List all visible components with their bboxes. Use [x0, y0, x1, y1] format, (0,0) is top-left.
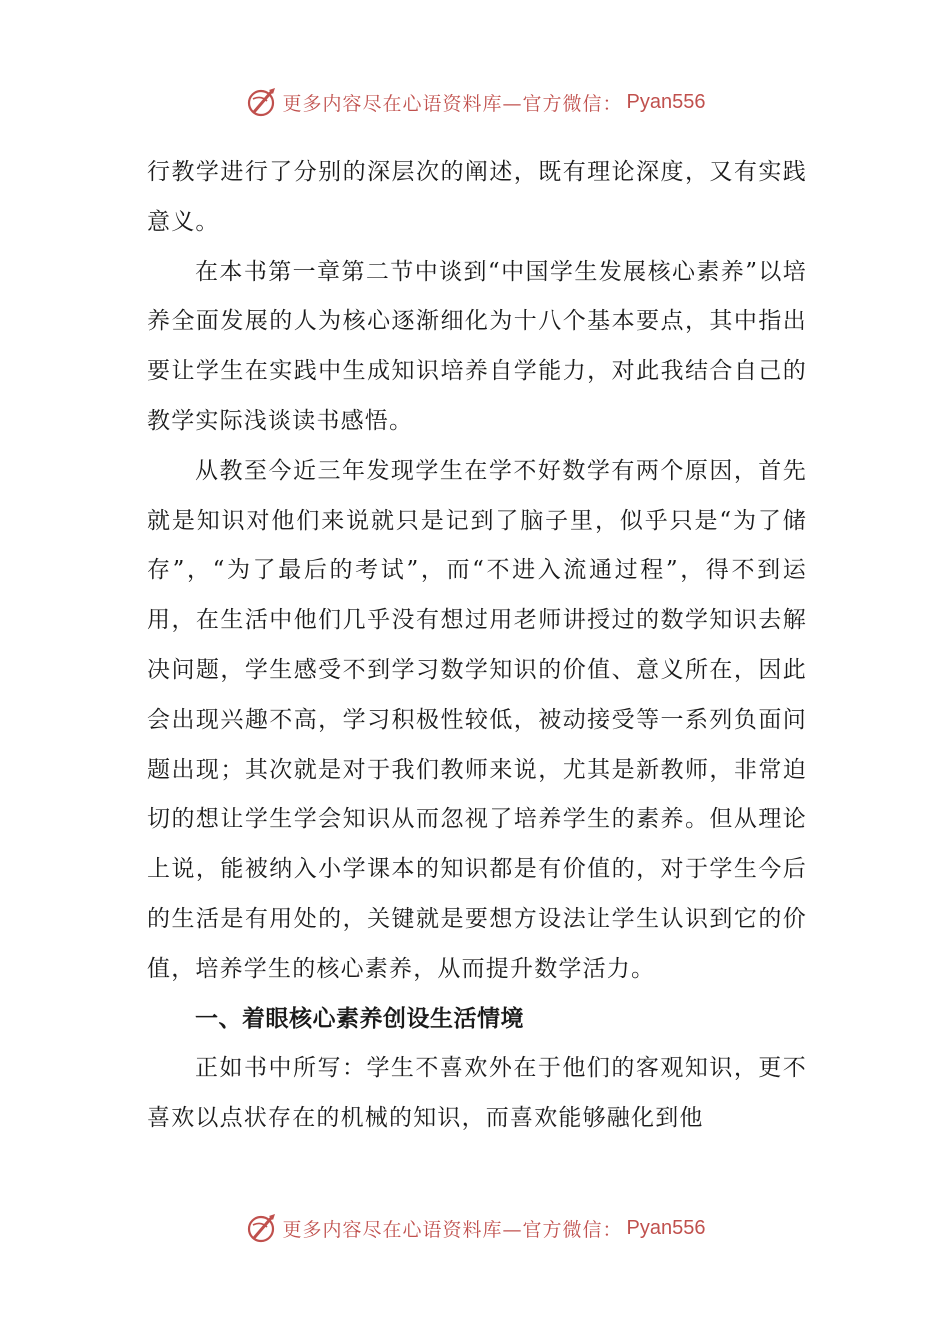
watermark-wechat-id: Pyan556 — [626, 90, 706, 113]
watermark-footer — [0, 1208, 950, 1248]
paragraph-3: 从教至今近三年发现学生在学不好数学有两个原因，首先就是知识对他们来说就只是记到了脑子里，似乎只是“为了储存”，“为了最后的考试”，而“不进入流通过程”，得不到运用，在生活中他们几乎没有想过用老师讲授过的数学知识去解决问题，学生感受不到学习数学知识的价值、意义所在，因此会出现兴趣不高，学习积极性较低，被动接受等一系列负面问题出现；其次就是对于我们教师来说，尤其是新教师，非常迫切的想让学生学会知识从而忽视了培养学生的素养。但从理论上说，能被纳入小学课本的知识都是有价值的，对于学生今后的生活是有用处的，关键就是要想方设法让学生认识到它的价值，培养学生的核心素养，从而提升数学活力。 — [147, 457, 807, 982]
paragraph-1: 行教学进行了分别的深层次的阐述，既有理论深度，又有实践意义。 — [147, 159, 807, 235]
watermark-text: 更多内容尽在心语资料库—官方微信： — [282, 1218, 623, 1241]
watermark-wechat-id: Pyan556 — [626, 1216, 706, 1239]
paragraph-2: 在本书第一章第二节中谈到“中国学生发展核心素养”以培养全面发展的人为核心逐渐细化为十八个基本要点，其中指出要让学生在实践中生成知识培养自学能力，对此我结合自己的教学实际浅谈读书感悟。 — [147, 258, 807, 434]
paragraph-4: 正如书中所写：学生不喜欢外在于他们的客观知识，更不喜欢以点状存在的机械的知识，而喜欢能够融化到他 — [147, 1055, 807, 1132]
pen-circle-logo-icon — [245, 85, 279, 119]
document-body — [147, 148, 807, 1144]
pen-circle-logo-icon — [245, 1211, 279, 1245]
watermark-text: 更多内容尽在心语资料库—官方微信： — [282, 92, 623, 115]
watermark-header — [0, 82, 950, 122]
section-heading-1: 一、着眼核心素养创设生活情境 — [195, 1005, 524, 1032]
